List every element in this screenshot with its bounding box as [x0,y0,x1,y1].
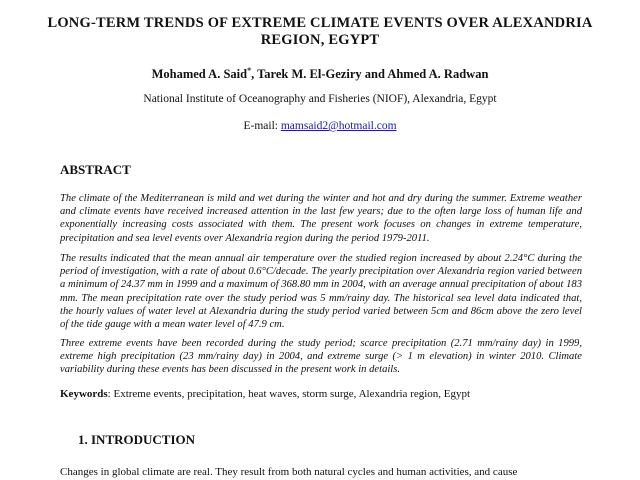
email-line [0,120,640,132]
corresponding-author-mark: * [247,66,252,75]
email-label: E-mail: [243,120,281,132]
author-first: Mohamed A. Said [151,67,248,82]
keywords-text: : Extreme events, precipitation, heat waves, storm surge, Alexandria region, Egypt [107,388,471,400]
abstract-paragraph-3: Three extreme events have been recorded during the study period; scarce precipitation (2.71 mm/rainy day) in 1999, extreme high precipitation (23 mm/rainy day) in 2004, and extreme surge (> 1 m elevation) in winter 2010. Climate variability during these events has been discussed in the present work in details. [60,338,582,376]
author-rest: , Tarek M. El-Geziry and Ahmed A. Radwan [251,67,489,82]
paper-title: LONG-TERM TRENDS OF EXTREME CLIMATE EVENTS OVER ALEXANDRIA REGION, EGYPT [47,15,593,48]
abstract-heading: ABSTRACT [60,162,131,177]
author-list [0,66,640,82]
abstract-paragraph-1: The climate of the Mediterranean is mild and wet during the winter and hot and dry during the summer. Extreme weather and climate events have received increased attention in the last few years; due to the often large loss of human life and exponentially increasing costs associated with them. The present work focuses on changes in extreme temperature, precipitation and sea level events over Alexandria region during the period 1979-2011. [60,193,582,244]
keywords-label: Keywords [60,388,108,400]
keywords-line [60,388,600,400]
abstract-paragraph-2: The results indicated that the mean annual air temperature over the studied region increased by about 2.24°C during the period of investigation, with a rate of about 0.6°C/decade. The yearly precipitation over Alexandria region varied between a minimum of 24.37 mm in 1999 and a maximum of 368.80 mm in 2004, with an average annual precipitation of about 183 mm. The mean precipitation rate over the study period was 5 mm/rainy day. The historical sea level data indicated that, the hourly values of water level at Alexandria during the study period varied between 5cm and 86cm above the zero level of the tide gauge with a mean water level of 47.9 cm. [60,253,582,331]
introduction-heading: 1. INTRODUCTION [78,432,196,447]
introduction-first-line: Changes in global climate are real. They result from both natural cycles and human activities, and cause [60,466,518,478]
affiliation: National Institute of Oceanography and Fisheries (NIOF), Alexandria, Egypt [143,93,497,105]
email-link[interactable]: mamsaid2@hotmail.com [280,120,397,132]
